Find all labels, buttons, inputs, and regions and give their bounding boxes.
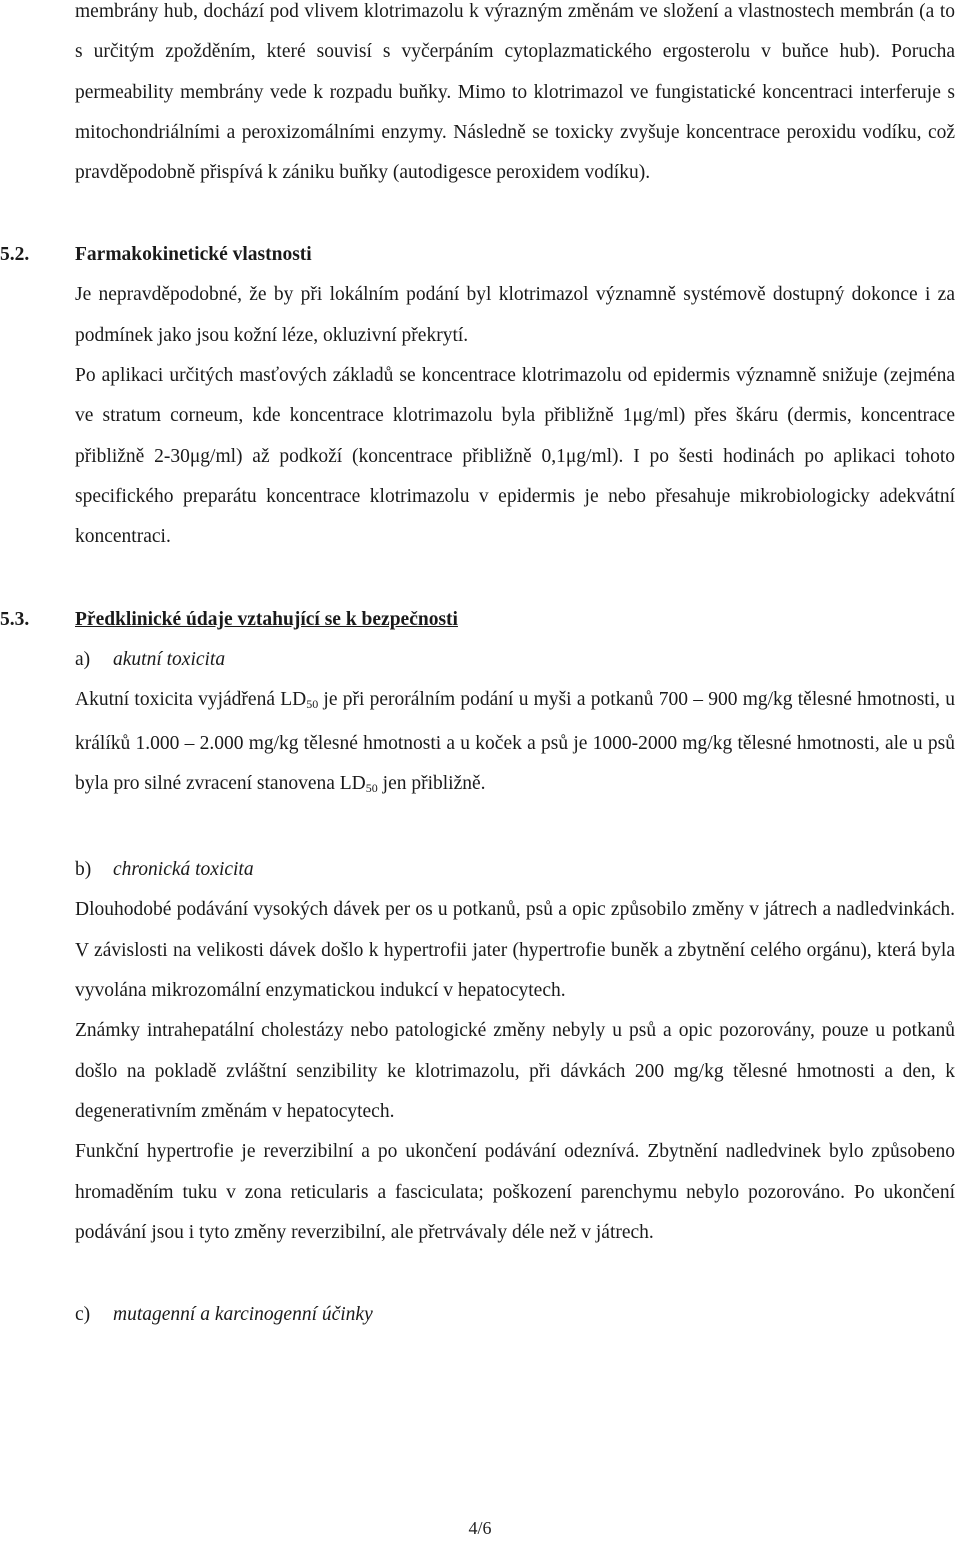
ld-subscript-1: 50 (306, 696, 319, 711)
subsection-a-title: akutní toxicita (113, 648, 226, 670)
section-5-3-number: 5.3. (0, 608, 30, 630)
section-5-3-title: Předklinické údaje vztahující se k bezpečnosti (75, 608, 458, 630)
section-5-3-heading (0, 600, 955, 640)
top-paragraph: membrány hub, dochází pod vlivem klotrimazolu k výrazným změnám ve složení a vlastnostech membrán (a to s určitým zpožděním, které souvisí s vyčerpáním cytoplazmatického ergosterolu v buňce hub). Porucha permeability membrány vede k rozpadu buňky. Mimo to klotrimazol ve fungistatické koncentraci interferuje s mitochondriálními a peroxizomálními enzymy. Následně se toxicky zvyšuje koncentrace peroxidu vodíku, což pravděpodobně přispívá k zániku buňky (autodigesce peroxidem vodíku). (75, 1, 955, 184)
subsection-b-heading (75, 850, 955, 890)
section-5-2-paragraph-2: Po aplikaci určitých masťových základů se koncentrace klotrimazolu od epidermis významně snižuje (zejména ve stratum corneum, kde koncentrace klotrimazolu byla přibližně 1μg/ml) přes škáru (dermis, koncentrace přibližně 2-30μg/ml) až podkoží (koncentrace přibližně 0,1μg/ml). I po šesti hodinách po aplikaci tohoto specifického preparátu koncentrace klotrimazolu v epidermis je nebo přesahuje mikrobiologicky adekvátní koncentraci. (75, 365, 955, 548)
section-5-2-paragraph-1: Je nepravděpodobné, že by při lokálním podání byl klotrimazol významně systémově dostupný dokonce i za podmínek jako jsou kožní léze, okluzivní překrytí. (75, 284, 955, 346)
subsection-b-title: chronická toxicita (113, 859, 254, 881)
subsection-a-heading (75, 640, 955, 680)
acute-toxicity-paragraph: Akutní toxicita vyjádřená $LD_{50}$ je při perorálním podání u myši a potkanů 700 – 900 mg/kg tělesné hmotnosti, u králíků 1.000 – 2.000 mg/kg tělesné hmotnosti a u koček a psů je 1000-2000 mg/kg tělesné hmotnosti, ale u psů byla pro silné zvracení stanovena $LD_{50}$ jen přibližně. (75, 688, 955, 796)
chronic-toxicity-paragraph-1: Dlouhodobé podávání vysokých dávek per os u potkanů, psů a opic způsobilo změny v játrech a nadledvinkách. V závislosti na velikosti dávek došlo k hypertrofii jater (hypertrofie buněk a zbytnění celého orgánu), která byla vyvolána mikrozomální enzymatickou indukcí v hepatocytech. (75, 899, 955, 1002)
subsection-b-label: b) (75, 859, 92, 881)
chronic-toxicity-paragraph-3: Funkční hypertrofie je reverzibilní a po ukončení podávání odeznívá. Zbytnění nadledvinek bylo způsobeno hromaděním tuku v zona reticularis a fasciculata; poškození parenchymu nebylo pozorováno. Po ukončení podávání jsou i tyto změny reverzibilní, ale přetrvávaly déle než v játrech. (75, 1141, 955, 1243)
ld-subscript-2: 50 (365, 781, 378, 796)
section-5-2-title: Farmakokinetické vlastnosti (75, 244, 312, 266)
page-number: 4/6 (468, 1518, 492, 1538)
subsection-c-title: mutagenní a karcinogenní účinky (113, 1304, 373, 1326)
chronic-toxicity-paragraph-2: Známky intrahepatální cholestázy nebo patologické změny nebyly u psů a opic pozorovány, pouze u potkanů došlo na pokladě zvláštní senzibility ke klotrimazolu, při dávkách 200 mg/kg tělesné hmotnosti a den, k degenerativním změnám v hepatocytech. (75, 1020, 955, 1122)
section-5-2-heading (0, 235, 955, 275)
subsection-a-label: a) (75, 648, 91, 670)
subsection-c-heading (75, 1295, 955, 1335)
subsection-c-label: c) (75, 1304, 91, 1326)
section-5-2-number: 5.2. (0, 244, 30, 266)
